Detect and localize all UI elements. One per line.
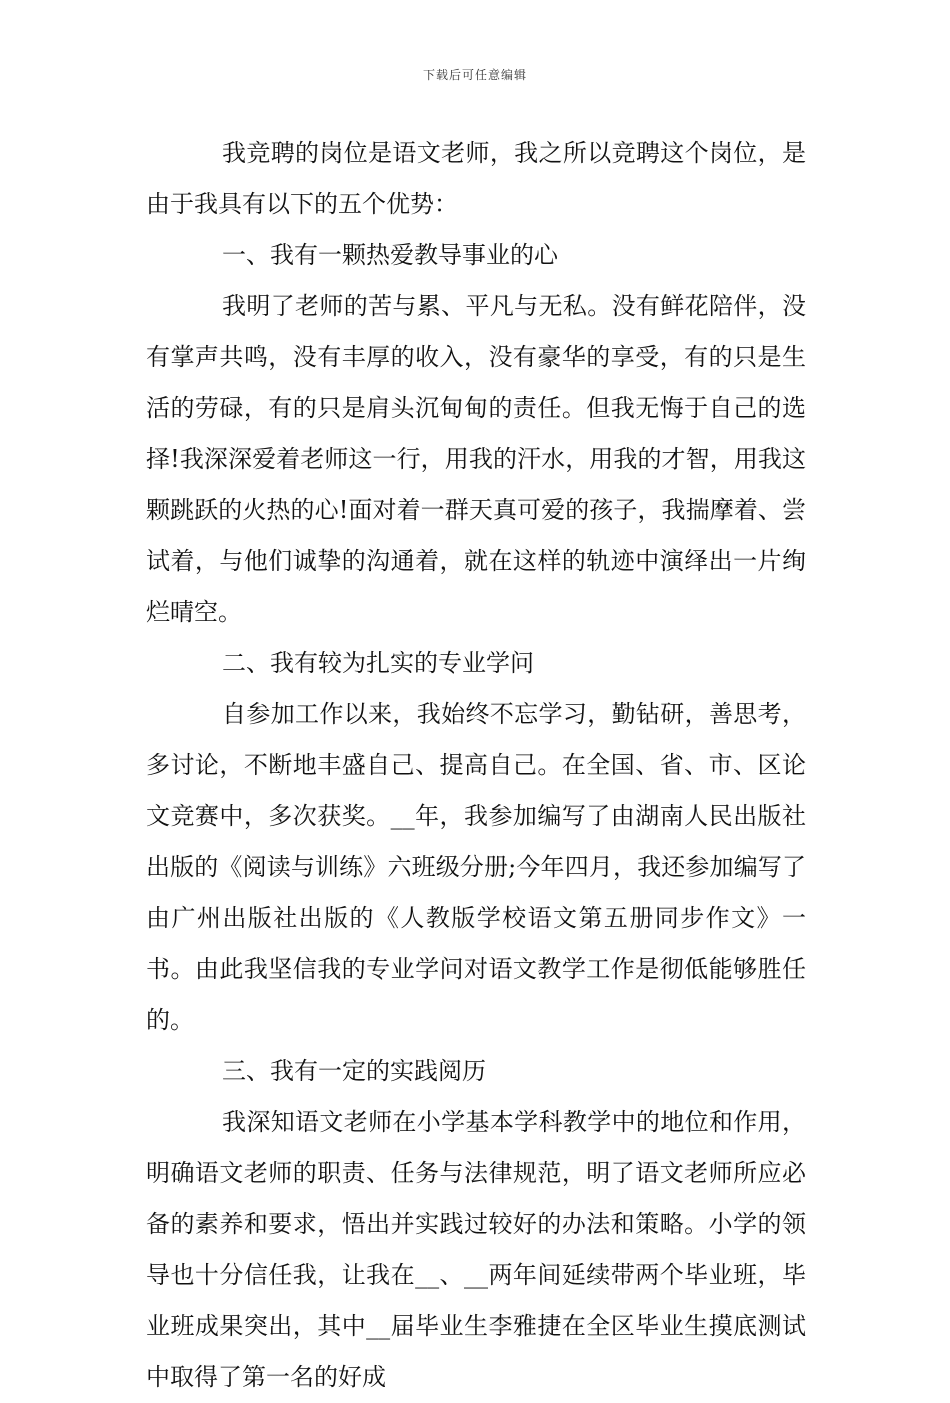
page-header: 下载后可任意编辑 — [422, 68, 527, 82]
section-3-paragraph: 我深知语文老师在小学基本学科教学中的地位和作用，明确语文老师的职责、任务与法律规范，明了语文老师所应必备的素养和要求，悟出并实践过较好的办法和策略。小学的领导也十分信任我，让我在__、__两年间延续带两个毕业班，毕业班成果突出，其中__届毕业生李雅捷在全区毕业生摸底测试中取得了第一名的好成 — [146, 1108, 806, 1391]
section-heading-1: 一、我有一颗热爱教导事业的心 — [222, 241, 558, 269]
intro-paragraph: 我竞聘的岗位是语文老师，我之所以竞聘这个岗位，是由于我具有以下的五个优势： — [146, 139, 806, 218]
section-2-paragraph: 自参加工作以来，我始终不忘学习，勤钻研，善思考，多讨论，不断地丰盛自己、提高自己。在全国、省、市、区论文竞赛中，多次获奖。__年，我参加编写了由湖南人民出版社出版的《阅读与训练》六班级分册;今年四月，我还参加编写了由广州出版社出版的《人教版学校语文第五册同步作文》一书。由此我坚信我的专业学问对语文教学工作是彻低能够胜任的。 — [146, 700, 806, 1034]
section-heading-3: 三、我有一定的实践阅历 — [222, 1057, 486, 1085]
section-heading-2: 二、我有较为扎实的专业学问 — [222, 649, 534, 677]
document-body — [146, 128, 806, 1403]
section-1-paragraph: 我明了老师的苦与累、平凡与无私。没有鲜花陪伴，没有掌声共鸣，没有丰厚的收入，没有豪华的享受，有的只是生活的劳碌，有的只是肩头沉甸甸的责任。但我无悔于自己的选择!我深深爱着老师这一行，用我的汗水，用我的才智，用我这颗跳跃的火热的心!面对着一群天真可爱的孩子，我揣摩着、尝试着，与他们诚挚的沟通着，就在这样的轨迹中演绎出一片绚烂晴空。 — [146, 292, 806, 626]
